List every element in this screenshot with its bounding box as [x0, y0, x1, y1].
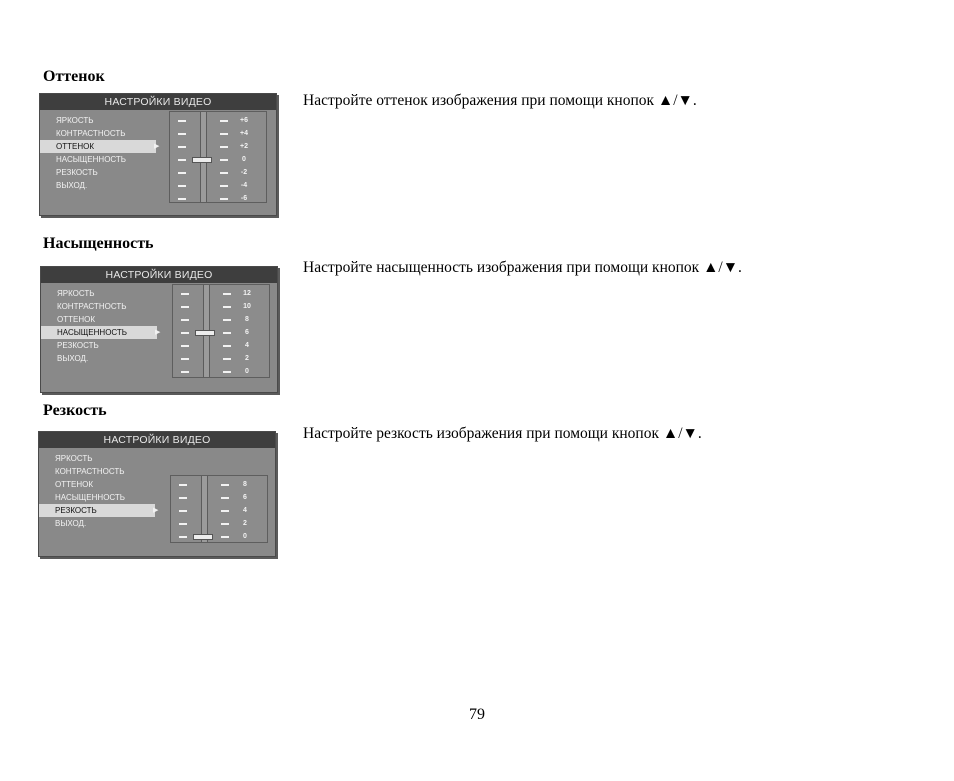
section-heading-saturation: Насыщенность [43, 235, 154, 252]
scale-tick [223, 358, 231, 360]
scale-label: +2 [240, 143, 248, 150]
osd-menu-item[interactable]: ЯРКОСТЬ [55, 454, 93, 463]
scale-label: 0 [243, 533, 247, 540]
scale-tick [178, 133, 186, 135]
osd-menu-item[interactable]: РЕЗКОСТЬ [56, 168, 98, 177]
osd-menu-item[interactable]: НАСЫЩЕННОСТЬ [56, 155, 127, 164]
scale-tick [221, 523, 229, 525]
scale-tick [179, 497, 187, 499]
slider-knob[interactable] [193, 534, 213, 540]
scale-label: 8 [245, 316, 249, 323]
osd-video-settings-saturation [40, 266, 278, 393]
osd-menu-item[interactable]: КОНТРАСТНОСТЬ [55, 467, 125, 476]
osd-menu-item[interactable]: ВЫХОД. [55, 519, 87, 528]
selection-arrow-icon: ▶ [155, 329, 161, 336]
scale-label: 4 [245, 342, 249, 349]
scale-label: -6 [240, 195, 248, 202]
scale-tick [223, 345, 231, 347]
scale-label: 6 [243, 494, 247, 501]
osd-menu [40, 114, 160, 192]
scale-label: 2 [243, 520, 247, 527]
scale-label: 2 [245, 355, 249, 362]
osd-video-settings-sharpness [38, 431, 276, 557]
osd-menu-item[interactable]: ОТТЕНОК [55, 480, 93, 489]
instruction-saturation: Настройте насыщенность изображения при помощи кнопок ▲/▼. [303, 259, 742, 276]
instruction-hue: Настройте оттенок изображения при помощи кнопок ▲/▼. [303, 92, 697, 109]
scale-tick [181, 293, 189, 295]
slider-rail [201, 476, 208, 542]
osd-title: НАСТРОЙКИ ВИДЕО [39, 432, 275, 448]
scale-tick [181, 358, 189, 360]
scale-label: -2 [240, 169, 248, 176]
osd-scale [169, 111, 267, 203]
scale-label: +4 [240, 130, 248, 137]
scale-tick [179, 484, 187, 486]
scale-tick [181, 306, 189, 308]
selection-arrow-icon: ▶ [153, 507, 159, 514]
osd-menu-item[interactable]: КОНТРАСТНОСТЬ [57, 302, 127, 311]
scale-label: 6 [245, 329, 249, 336]
scale-tick [220, 198, 228, 200]
osd-title: НАСТРОЙКИ ВИДЕО [41, 267, 277, 283]
osd-menu-item[interactable]: РЕЗКОСТЬ [57, 341, 99, 350]
selection-arrow-icon: ▶ [154, 143, 160, 150]
scale-label: 8 [243, 481, 247, 488]
scale-tick [223, 371, 231, 373]
osd-menu-item[interactable]: РЕЗКОСТЬ ▶ [39, 504, 155, 517]
osd-menu-item[interactable]: ОТТЕНОК [57, 315, 95, 324]
osd-menu-item[interactable]: ОТТЕНОК ▶ [40, 140, 156, 153]
scale-tick [220, 185, 228, 187]
osd-menu-item[interactable]: КОНТРАСТНОСТЬ [56, 129, 126, 138]
scale-label: 10 [243, 303, 251, 310]
scale-tick [220, 133, 228, 135]
osd-menu-item[interactable]: ВЫХОД. [56, 181, 88, 190]
scale-tick [223, 306, 231, 308]
scale-label: 4 [243, 507, 247, 514]
scale-tick [223, 332, 231, 334]
scale-tick [221, 497, 229, 499]
scale-tick [178, 185, 186, 187]
scale-tick [181, 332, 189, 334]
scale-tick [181, 371, 189, 373]
osd-scale [170, 475, 268, 543]
section-heading-sharpness: Резкость [43, 402, 107, 419]
scale-label: 0 [242, 156, 246, 163]
scale-tick [223, 319, 231, 321]
scale-tick [220, 172, 228, 174]
scale-label: +6 [240, 117, 248, 124]
scale-tick [181, 319, 189, 321]
scale-tick [223, 293, 231, 295]
scale-tick [179, 536, 187, 538]
scale-tick [220, 146, 228, 148]
osd-menu-item[interactable]: ВЫХОД. [57, 354, 89, 363]
scale-tick [179, 510, 187, 512]
scale-tick [220, 120, 228, 122]
slider-knob[interactable] [195, 330, 215, 336]
scale-tick [178, 146, 186, 148]
scale-label: 0 [245, 368, 249, 375]
scale-tick [221, 510, 229, 512]
scale-tick [178, 172, 186, 174]
scale-tick [178, 198, 186, 200]
scale-tick [221, 484, 229, 486]
scale-label: -4 [240, 182, 248, 189]
scale-tick [220, 159, 228, 161]
slider-knob[interactable] [192, 157, 212, 163]
osd-menu [39, 452, 159, 530]
osd-scale [172, 284, 270, 378]
osd-menu-item[interactable]: ЯРКОСТЬ [56, 116, 94, 125]
scale-label: 12 [243, 290, 251, 297]
osd-menu-item[interactable]: НАСЫЩЕННОСТЬ [55, 493, 126, 502]
osd-video-settings-hue [39, 93, 277, 216]
instruction-sharpness: Настройте резкость изображения при помощи кнопок ▲/▼. [303, 425, 702, 442]
scale-tick [181, 345, 189, 347]
scale-tick [178, 159, 186, 161]
section-heading-hue: Оттенок [43, 68, 105, 85]
osd-title: НАСТРОЙКИ ВИДЕО [40, 94, 276, 110]
scale-tick [221, 536, 229, 538]
osd-menu-item[interactable]: ЯРКОСТЬ [57, 289, 95, 298]
page-number: 79 [469, 706, 485, 723]
scale-tick [178, 120, 186, 122]
osd-menu-item[interactable]: НАСЫЩЕННОСТЬ ▶ [41, 326, 157, 339]
osd-menu [41, 287, 161, 365]
scale-tick [179, 523, 187, 525]
